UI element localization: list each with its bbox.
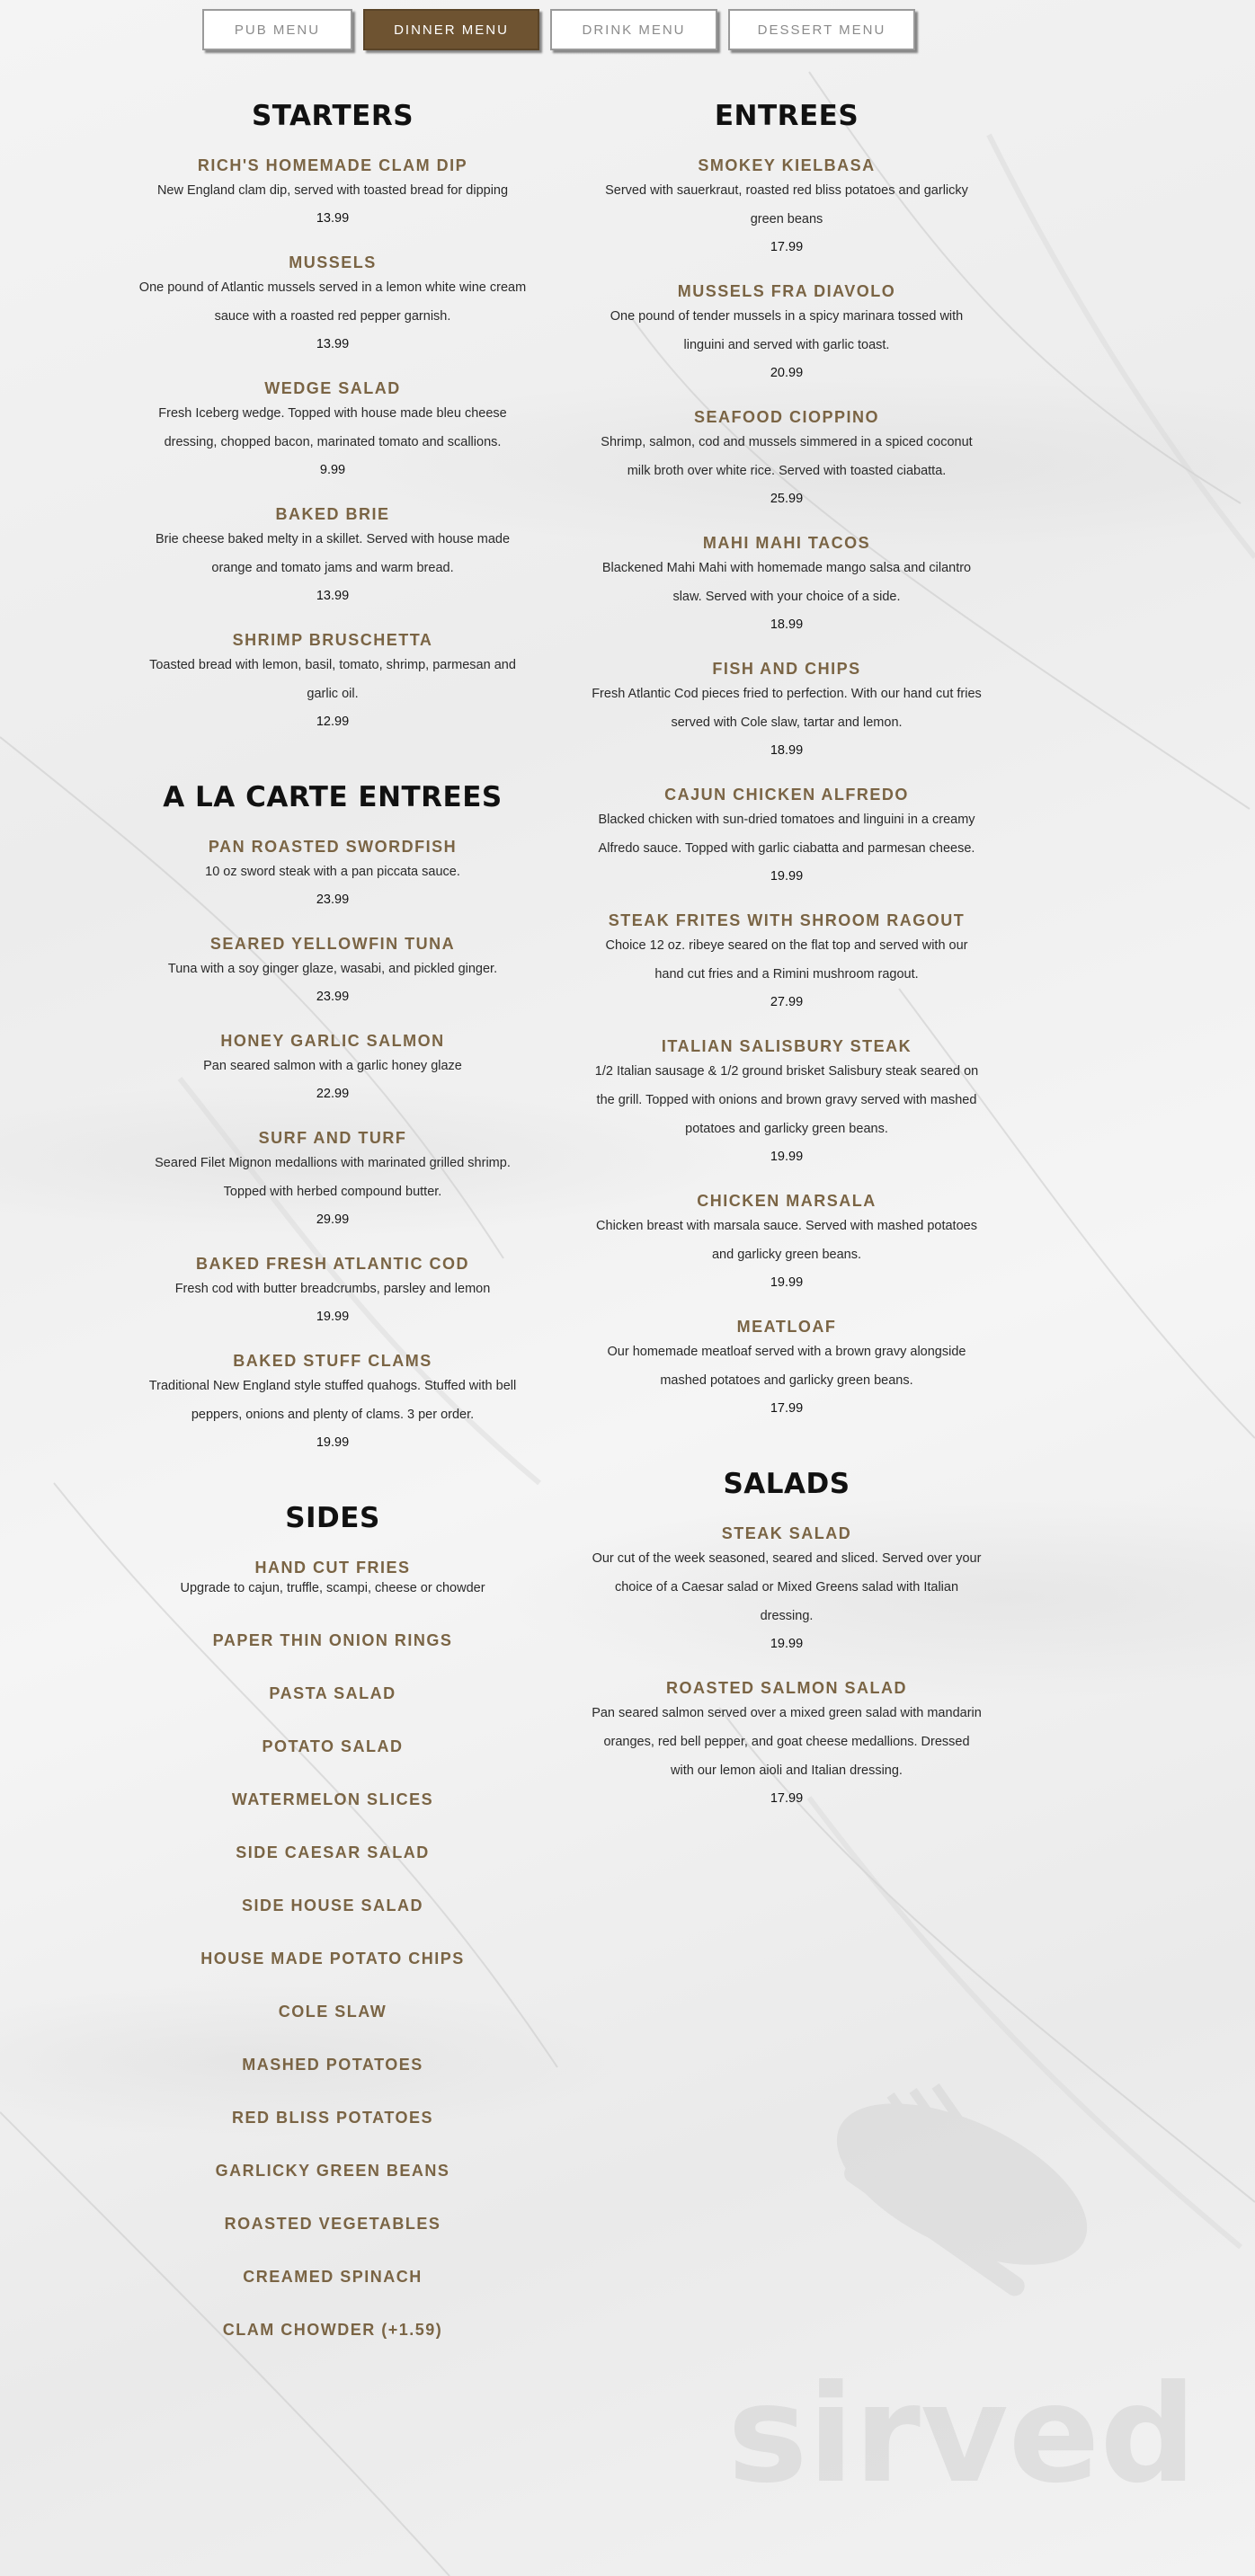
item-name: BAKED FRESH ATLANTIC COD	[196, 1255, 469, 1273]
item-desc: Seared Filet Mignon medallions with marinated grilled shrimp. Topped with herbed compound butter.	[155, 1156, 511, 1199]
item-desc: Served with sauerkraut, roasted red bliss potatoes and garlicky green beans	[605, 183, 968, 227]
item-name: ITALIAN SALISBURY STEAK	[661, 1037, 912, 1055]
item-desc: Our cut of the week seasoned, seared and sliced. Served over your choice of a Caesar salad or Mixed Greens salad with Italian dressing.	[592, 1551, 982, 1623]
item-price: 19.99	[316, 1435, 350, 1450]
tab-dinner-menu[interactable]: DINNER MENU	[363, 9, 539, 50]
item-name: PAN ROASTED SWORDFISH	[208, 838, 458, 856]
sides-list	[135, 1630, 530, 2341]
side-item: PAPER THIN ONION RINGS	[212, 1631, 453, 1649]
menu-item	[589, 910, 984, 1016]
item-name: WEDGE SALAD	[264, 379, 401, 397]
item-desc: Choice 12 oz. ribeye seared on the flat top and served with our hand cut fries and a Rimini mushroom ragout.	[605, 938, 968, 982]
item-price: 17.99	[770, 240, 804, 254]
section-title-starters: STARTERS	[251, 100, 414, 132]
side-item: PASTA SALAD	[269, 1684, 396, 1702]
item-price: 23.99	[316, 893, 350, 907]
item-name: ROASTED SALMON SALAD	[666, 1679, 907, 1697]
starters-section	[135, 97, 530, 735]
item-name: SEARED YELLOWFIN TUNA	[209, 935, 456, 953]
item-price: 12.99	[316, 715, 350, 729]
item-name: MUSSELS	[289, 253, 377, 271]
menu-item	[135, 836, 530, 913]
sides-section	[135, 1499, 530, 2341]
item-desc: Fresh Atlantic Cod pieces fried to perfection. With our hand cut fries served with Cole slaw, tartar and lemon.	[592, 687, 982, 730]
entrees-section	[589, 97, 984, 1422]
tab-pub-menu[interactable]: PUB MENU	[202, 9, 352, 50]
item-price: 13.99	[316, 589, 350, 603]
item-name: MAHI MAHI TACOS	[702, 534, 871, 552]
menu-item	[135, 378, 530, 484]
item-name: BAKED STUFF CLAMS	[233, 1352, 432, 1370]
menu-item	[135, 1253, 530, 1330]
item-price: 9.99	[319, 463, 346, 477]
item-desc: Pan seared salmon served over a mixed green salad with mandarin oranges, red bell pepper, and goat cheese medallions. Dressed with our lemon aioli and Italian dressing.	[592, 1706, 982, 1778]
menu-item	[589, 1190, 984, 1296]
item-price: 25.99	[770, 492, 804, 506]
menu-item	[589, 1035, 984, 1170]
item-desc: Pan seared salmon with a garlic honey glaze	[203, 1059, 462, 1073]
item-desc: Blacked chicken with sun-dried tomatoes and linguini in a creamy Alfredo sauce. Topped with garlic ciabatta and parmesan cheese.	[598, 813, 975, 856]
item-price: 17.99	[770, 1401, 804, 1416]
menu-item	[135, 252, 530, 358]
item-desc: Tuna with a soy ginger glaze, wasabi, and pickled ginger.	[167, 962, 498, 976]
menu-item	[135, 155, 530, 232]
alacarte-section	[135, 778, 530, 1456]
side-item: MASHED POTATOES	[242, 2056, 423, 2074]
item-name: HONEY GARLIC SALMON	[220, 1032, 445, 1050]
section-title-entrees: ENTREES	[714, 100, 859, 132]
item-desc: Our homemade meatloaf served with a brown gravy alongside mashed potatoes and garlicky green beans.	[607, 1345, 966, 1388]
menu-item	[589, 1677, 984, 1812]
item-desc: Shrimp, salmon, cod and mussels simmered in a spiced coconut milk broth over white rice. Served with toasted ciabatta.	[601, 435, 973, 478]
item-name: CHICKEN MARSALA	[697, 1192, 877, 1210]
item-name: BAKED BRIE	[275, 505, 390, 523]
menu-item	[589, 532, 984, 638]
menu-item	[135, 1127, 530, 1233]
menu-item	[135, 1350, 530, 1456]
section-title-sides: SIDES	[285, 1502, 380, 1534]
item-desc: Brie cheese baked melty in a skillet. Served with house made orange and tomato jams and warm bread.	[155, 532, 511, 575]
item-price: 18.99	[770, 617, 804, 632]
menu-item	[135, 933, 530, 1010]
item-price: 18.99	[770, 743, 804, 758]
item-desc: 10 oz sword steak with a pan piccata sauce.	[205, 865, 460, 879]
item-name: SHRIMP BRUSCHETTA	[232, 631, 433, 649]
side-item: SIDE HOUSE SALAD	[241, 1896, 424, 1914]
item-price: 13.99	[316, 211, 350, 226]
tab-dessert-menu[interactable]: DESSERT MENU	[728, 9, 915, 50]
menu-item	[135, 629, 530, 735]
menu-item	[589, 280, 984, 386]
item-price: 19.99	[770, 869, 804, 884]
side-item: COLE SLAW	[278, 2003, 387, 2021]
menu-item	[589, 1523, 984, 1657]
section-title-alacarte: A LA CARTE ENTREES	[163, 781, 503, 813]
item-name: HAND CUT FRIES	[254, 1559, 411, 1577]
side-item: RED BLISS POTATOES	[231, 2109, 434, 2127]
menu-item	[589, 155, 984, 261]
item-price: 20.99	[770, 366, 804, 380]
item-desc: New England clam dip, served with toasted bread for dipping	[156, 183, 509, 198]
salads-section	[589, 1465, 984, 1812]
side-item: CLAM CHOWDER (+1.59)	[222, 2321, 443, 2339]
menu-item	[135, 503, 530, 609]
side-item: HOUSE MADE POTATO CHIPS	[200, 1950, 465, 1968]
side-item: WATERMELON SLICES	[231, 1790, 434, 1808]
item-name: SEAFOOD CIOPPINO	[693, 408, 880, 426]
item-desc: One pound of Atlantic mussels served in a lemon white wine cream sauce with a roasted red pepper garnish.	[138, 280, 527, 324]
item-desc: Toasted bread with lemon, basil, tomato, shrimp, parmesan and garlic oil.	[149, 658, 516, 701]
item-desc: Traditional New England style stuffed quahogs. Stuffed with bell peppers, onions and plenty of clams. 3 per order.	[148, 1379, 517, 1422]
menu-item	[589, 658, 984, 764]
item-name: STEAK FRITES WITH SHROOM RAGOUT	[608, 911, 966, 929]
side-item: CREAMED SPINACH	[243, 2268, 423, 2286]
item-price: 27.99	[770, 995, 804, 1009]
sirved-watermark-logo	[710, 2067, 1214, 2499]
left-column	[135, 97, 530, 2341]
item-price: 19.99	[316, 1310, 350, 1324]
item-desc: Blackened Mahi Mahi with homemade mango salsa and cilantro slaw. Served with your choice of a side.	[601, 561, 972, 604]
item-price: 22.99	[316, 1087, 350, 1101]
item-price: 13.99	[316, 337, 350, 351]
item-price: 19.99	[770, 1150, 804, 1164]
right-column	[589, 97, 984, 1812]
item-price: 23.99	[316, 990, 350, 1004]
item-desc: One pound of tender mussels in a spicy marinara tossed with linguini and served with garlic toast.	[610, 309, 964, 352]
item-name: SURF AND TURF	[258, 1129, 407, 1147]
item-name: MUSSELS FRA DIAVOLO	[677, 282, 896, 300]
item-name: FISH AND CHIPS	[712, 660, 861, 678]
section-title-salads: SALADS	[723, 1468, 850, 1500]
item-name: STEAK SALAD	[721, 1524, 852, 1542]
menu-item	[589, 1316, 984, 1422]
item-desc: Fresh Iceberg wedge. Topped with house made bleu cheese dressing, chopped bacon, marinated tomato and scallions.	[158, 406, 507, 449]
menu-tabs	[202, 9, 915, 50]
item-price: 17.99	[770, 1791, 804, 1806]
item-desc: Fresh cod with butter breadcrumbs, parsley and lemon	[174, 1282, 491, 1296]
item-desc: Upgrade to cajun, truffle, scampi, cheese or chowder	[180, 1581, 485, 1595]
item-name: SMOKEY KIELBASA	[698, 156, 876, 174]
tab-drink-menu[interactable]: DRINK MENU	[550, 9, 717, 50]
item-price: 29.99	[316, 1212, 350, 1227]
menu-item	[135, 1030, 530, 1107]
item-name: CAJUN CHICKEN ALFREDO	[664, 786, 909, 804]
menu-item	[589, 784, 984, 890]
watermark-text: sirved	[727, 2357, 1197, 2499]
side-item: GARLICKY GREEN BEANS	[215, 2162, 450, 2180]
item-desc: 1/2 Italian sausage & 1/2 ground brisket Salisbury steak seared on the grill. Topped with onions and brown gravy served with mashed potatoes and garlicky green beans.	[594, 1064, 979, 1136]
item-name: RICH'S HOMEMADE CLAM DIP	[197, 156, 468, 174]
menu-item	[589, 406, 984, 512]
side-item: POTATO SALAD	[262, 1737, 404, 1755]
side-item: SIDE CAESAR SALAD	[236, 1843, 430, 1861]
item-name: MEATLOAF	[736, 1318, 837, 1336]
item-price: 19.99	[770, 1637, 804, 1651]
menu-item	[135, 1557, 530, 1598]
side-item: ROASTED VEGETABLES	[224, 2215, 441, 2233]
item-price: 19.99	[770, 1275, 804, 1290]
item-desc: Chicken breast with marsala sauce. Served with mashed potatoes and garlicky green beans.	[596, 1219, 977, 1262]
